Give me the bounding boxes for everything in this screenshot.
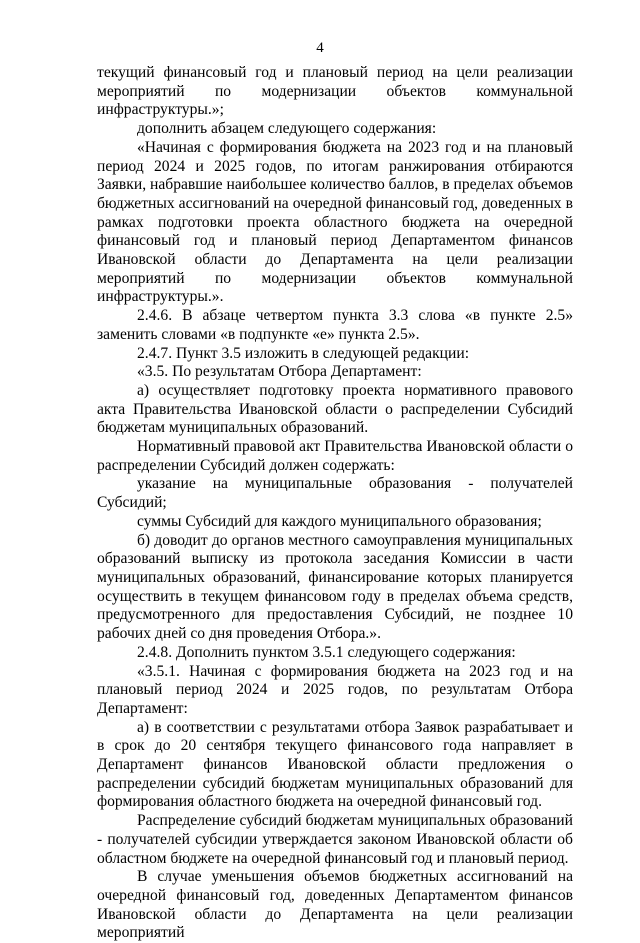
document-body: [97, 64, 573, 943]
paragraph: 2.4.8. Дополнить пунктом 3.5.1 следующего содержания:: [137, 643, 516, 661]
paragraph: б) доводит до органов местного самоуправления муниципальных образований выписку из протокола заседания Комиссии в части муниципальных образований, финансирование которых планируется осуществить в текущем финансовом году в пределах объема средств, предусмотренного для предоставления Субсидий, не позднее 10 рабочих дней со дня проведения Отбора.».: [97, 531, 573, 643]
paragraph: суммы Субсидий для каждого муниципального образования;: [137, 512, 542, 530]
paragraph: Нормативный правовой акт Правительства Ивановской области о распределении Субсидий должен содержать:: [97, 438, 573, 474]
paragraph: «3.5. По результатам Отбора Департамент:: [137, 363, 422, 381]
paragraph: текущий финансовый год и плановый период на цели реализации мероприятий по модернизации объектов коммунальной инфраструктуры.»;: [97, 64, 573, 119]
paragraph: указание на муниципальные образования - получателей Субсидий;: [97, 475, 573, 512]
paragraph: «Начиная с формирования бюджета на 2023 год и на плановый период 2024 и 2025 годов, по итогам ранжирования отбираются Заявки, набравшие наибольшее количество баллов, в пределах объемов бюджетных ассигнований на очередной финансовый год, доведенных в рамках подготовки проекта областного бюджета на очередной финансовый год и плановый период Департаментом финансов Ивановской области до Департамента на цели реализации мероприятий по модернизации объектов коммунальной инфраструктуры.».: [97, 138, 573, 306]
paragraph: «3.5.1. Начиная с формирования бюджета на 2023 год и на плановый период 2024 и 2025 годов, по результатам Отбора Департамент:: [97, 662, 573, 717]
paragraph: 2.4.7. Пункт 3.5 изложить в следующей редакции:: [137, 344, 470, 362]
page-number: 4: [316, 40, 324, 56]
paragraph: 2.4.6. В абзаце четвертом пункта 3.3 слова «в пункте 2.5» заменить словами «в подпункте «е» пункта 2.5».: [97, 307, 573, 343]
paragraph: а) в соответствии с результатами отбора Заявок разрабатывает и в срок до 20 сентября текущего финансового года направляет в Департамент финансов Ивановской области предложения о распределении субсидий бюджетам муниципальных образований для формирования областного бюджета на очередной финансовый год.: [97, 718, 573, 811]
paragraph: В случае уменьшения объемов бюджетных ассигнований на очередной финансовый год, доведенных Департаментом финансов Ивановской области до Департамента на цели реализации мероприятий: [97, 868, 573, 942]
paragraph: Распределение субсидий бюджетам муниципальных образований - получателей субсидии утверждается законом Ивановской области об областном бюджете на очередной финансовый год и плановый период.: [97, 812, 573, 867]
paragraph: а) осуществляет подготовку проекта нормативного правового акта Правительства Ивановской области о распределении Субсидий бюджетам муниципальных образований.: [97, 381, 573, 437]
paragraph: дополнить абзацем следующего содержания:: [137, 120, 437, 138]
